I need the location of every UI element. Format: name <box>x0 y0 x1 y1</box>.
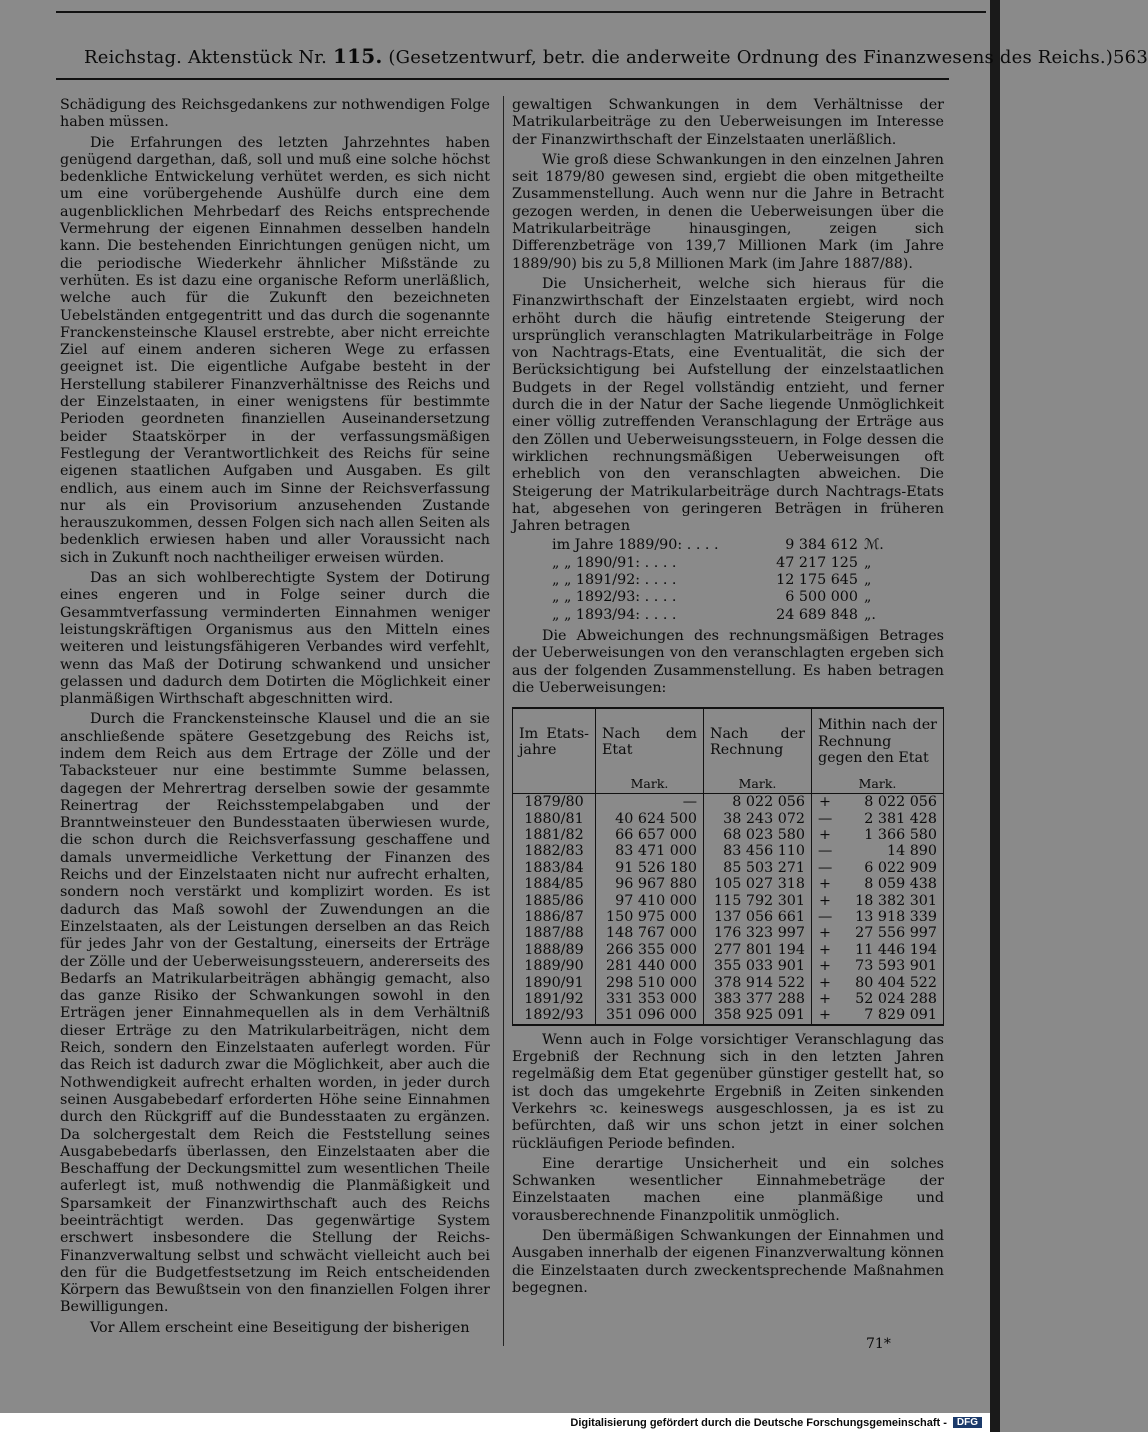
sign-mark: + <box>819 958 831 975</box>
paragraph: Durch die Franckensteinsche Klausel und die an sie anschließende spätere Gesetzgebung des Reichs ist, indem dem Reich aus dem Ertrage der Zölle und der Tabacksteuer nur eine bestimmte Summe belassen, dagegen der Mehrertrag derselben sowie der gesammte Reinertrag der Reichsstempelabgaben und der Branntweinsteuer den Bundesstaaten überwiesen wurde, die schon durch die Reichsverfassung geschaffene und damals unvermeidliche Verkettung der Finanzen des Reichs und der Einzelstaaten nicht nur aufrecht erhalten, sondern noch verstärkt und komplizirt worden. Es ist dadurch das Maß sowohl der Zuwendungen an die Einzelstaaten, als der Leistungen derselben an das Reich für jedes Jahr von der Gestaltung, einerseits der Erträge der Zölle und der Ueberweisungssteuern, andererseits des Bedarfs an Matrikularbeiträgen abhängig gemacht, also das ganze Risiko der Schwankungen sowohl in den Erträgen jener Einnahmequellen als in dem Verhältniß dieser Erträge zu den Matrikularbeiträgen, nicht dem Reich, sondern den Einzelstaaten auferlegt worden. Für das Reich ist dadurch zwar die Möglichkeit, aber auch die Nothwendigkeit aufrecht erhalten worden, in jeder durch seinen Ausgabebedarf erforderten Höhe seine Einnahmen durch den Rückgriff auf die Bundesstaaten zu ergänzen. Da solchergestalt dem Reich die Feststellung seines Ausgabebedarfs überlassen, den Einzelstaaten aber die Beschaffung der Deckungsmittel zum wesentlichen Theile auferlegt ist, muß nothwendig die Planmäßigkeit und Sparsamkeit der Finanzwirthschaft auch des Reichs beeinträchtigt werden. Das gegenwärtige System erschwert insbesondere die Stellung der Reichs-Finanzverwaltung selbst und schwächt vielleicht auch bei den für die Budgetfestsetzung im Reich entscheidenden Körpern das Bewußtsein von den finanziellen Folgen ihrer Bewilligungen. <box>60 711 490 1316</box>
unit-cell <box>513 775 596 794</box>
list-item <box>552 607 944 624</box>
rechnung-cell: 105 027 318 <box>704 876 812 892</box>
year-cell: 1890/91 <box>513 975 596 991</box>
difference-cell <box>812 794 944 811</box>
rechnung-cell: 137 056 661 <box>704 909 812 925</box>
table-row <box>513 843 944 859</box>
sign-mark: + <box>819 925 831 942</box>
etat-cell: — <box>596 794 704 811</box>
amount-label: „ „ 1890/91: . . . . <box>552 554 677 571</box>
rechnung-cell: 378 914 522 <box>704 975 812 991</box>
table-row <box>513 991 944 1007</box>
list-item <box>552 537 944 554</box>
digitization-footer <box>0 1413 990 1432</box>
difference-cell <box>812 958 944 974</box>
difference-value: 1 366 580 <box>864 826 937 843</box>
supplementary-budget-list <box>552 537 944 623</box>
difference-value: 80 404 522 <box>855 974 937 991</box>
table-row <box>513 827 944 843</box>
table-row <box>513 811 944 827</box>
rechnung-cell: 358 925 091 <box>704 1007 812 1024</box>
difference-cell <box>812 1007 944 1024</box>
list-item <box>552 572 944 589</box>
amount-value: 9 384 612 <box>785 537 858 554</box>
difference-value: 11 446 194 <box>855 941 937 958</box>
difference-value: 52 024 288 <box>855 990 937 1007</box>
year-cell: 1879/80 <box>513 794 596 811</box>
table-row <box>513 975 944 991</box>
paragraph: Die Erfahrungen des letzten Jahrzehntes haben genügend dargethan, daß, soll und muß eine solche höchst bedenkliche Entwickelung verhütet werden, es sich nicht um eine vorübergehende Aushülfe durch eine dem augenblicklichen Mehrbedarf des Reichs entsprechende Vermehrung der eigenen Einnahmen desselben handeln kann. Die bestehenden Einrichtungen genügen nicht, um die periodische Wiederkehr ähnlicher Mißstände zu verhüten. Es ist dazu eine organische Reform unerläßlich, welche auch für die Zukunft den bezeichneten Uebelständen entgegentritt und das durch die sogenannte Franckensteinsche Klausel erstrebte, aber nicht erreichte Ziel auf einem anderen sicheren Wege zu erfassen geeignet ist. Die eigentliche Aufgabe besteht in der Herstellung stabilerer Finanzverhältnisse des Reichs und der Einzelstaaten, in einer wenigstens für bestimmte Perioden geordneten finanziellen Auseinandersetzung beider Staatskörper in der verfassungsmäßigen Festlegung der Verantwortlichkeit des Reichs für seine eigenen staatlichen Aufgaben und Ausgaben. Es gilt endlich, aus einem auch im Sinne der Reichsverfassung nur als ein Provisorium anzusehenden Zustande herauszukommen, dessen Folgen sich nach allen Seiten als bedenklich erwiesen haben und aller Voraussicht nach sich in Zukunft noch nachtheiliger erweisen würden. <box>60 134 490 566</box>
right-column <box>512 97 944 1297</box>
difference-value: 8 022 056 <box>864 794 937 811</box>
table-row <box>513 925 944 941</box>
difference-value: 7 829 091 <box>864 1007 937 1024</box>
sign-mark: — <box>818 843 833 860</box>
sign-mark: — <box>818 859 833 876</box>
amount-value: 12 175 645 <box>776 572 858 589</box>
difference-value: 13 918 339 <box>855 908 937 925</box>
sign-mark: — <box>818 908 833 925</box>
etat-cell: 351 096 000 <box>596 1007 704 1024</box>
sign-mark: + <box>819 794 831 811</box>
rechnung-cell: 277 801 194 <box>704 942 812 958</box>
sign-mark: — <box>818 810 833 827</box>
footer-text: Digitalisierung gefördert durch die Deutsche Forschungsgemeinschaft - <box>570 1416 947 1429</box>
list-item <box>552 589 944 606</box>
difference-cell <box>812 811 944 827</box>
rechnung-cell: 8 022 056 <box>704 794 812 811</box>
table-row <box>513 794 944 811</box>
paragraph: Die Abweichungen des rechnungsmäßigen Betrages der Ueberweisungen von den veranschlagten ergeben sich aus der folgenden Zusammenstellung. Es haben betragen die Ueberweisungen: <box>512 627 944 696</box>
running-header <box>84 44 1148 68</box>
difference-cell <box>812 827 944 843</box>
column-divider <box>503 96 504 1346</box>
sign-mark: + <box>819 941 831 958</box>
difference-value: 73 593 901 <box>855 958 937 975</box>
list-item <box>552 555 944 572</box>
sign-mark: + <box>819 974 831 991</box>
difference-value: 27 556 997 <box>855 925 937 942</box>
sign-mark: + <box>819 990 831 1007</box>
signature-mark: 71* <box>866 1336 891 1352</box>
page-edge <box>990 0 1000 1432</box>
paragraph: Wenn auch in Folge vorsichtiger Veranschlagung das Ergebniß der Rechnung sich in den letzten Jahren regelmäßig dem Etat gegenüber günstiger gestellt hat, so ist doch das umgekehrte Ergebniß in Zeiten sinkenden Verkehrs ꝛc. keineswegs ausgeschlossen, ja es ist zu befürchten, daß wir uns schon jetzt in einer solchen rückläufigen Periode befinden. <box>512 1031 944 1152</box>
amount-label: „ „ 1892/93: . . . . <box>552 589 677 606</box>
etat-cell: 97 410 000 <box>596 893 704 909</box>
amount-unit: ℳ. <box>864 537 884 554</box>
sign-mark: + <box>819 826 831 843</box>
year-cell: 1883/84 <box>513 860 596 876</box>
header-rule <box>56 78 949 80</box>
etat-cell: 281 440 000 <box>596 958 704 974</box>
amount-unit: „ <box>864 589 872 606</box>
etat-cell: 83 471 000 <box>596 843 704 859</box>
difference-cell <box>812 942 944 958</box>
header-number: 115. <box>332 44 383 68</box>
rechnung-cell: 115 792 301 <box>704 893 812 909</box>
year-cell: 1888/89 <box>513 942 596 958</box>
header-subtitle: (Gesetzentwurf, betr. die anderweite Ordnung des Finanzwesens des Reichs.) <box>388 47 1114 68</box>
table-row <box>513 958 944 974</box>
sign-mark: + <box>819 876 831 893</box>
rechnung-cell: 176 323 997 <box>704 925 812 941</box>
paragraph: Wie groß diese Schwankungen in den einzelnen Jahren seit 1879/80 gewesen sind, ergiebt die oben mitgetheilte Zusammenstellung. Auch wenn nur die Jahre in Betracht gezogen werden, in denen die Ueberweisungen über die Matrikularbeiträge hinausgingen, zeigen sich Differenzbeträge von 139,7 Millionen Mark (im Jahre 1889/90) bis zu 5,8 Millionen Mark (im Jahre 1887/88). <box>512 151 944 272</box>
table-row <box>513 909 944 925</box>
header-left: Reichstag. Aktenstück Nr. <box>84 47 328 68</box>
table-row <box>513 860 944 876</box>
year-cell: 1889/90 <box>513 958 596 974</box>
year-cell: 1886/87 <box>513 909 596 925</box>
amount-label: „ „ 1891/92: . . . . <box>552 572 677 589</box>
year-cell: 1885/86 <box>513 893 596 909</box>
rechnung-cell: 383 377 288 <box>704 991 812 1007</box>
difference-cell <box>812 909 944 925</box>
paragraph: Die Unsicherheit, welche sich hieraus für die Finanzwirthschaft der Einzelstaaten ergiebt, wird noch erhöht durch die häufig eintretende Steigerung der ursprünglich veranschlagten Matrikularbeiträge in Folge von Nachtrags-Etats, eine Eventualität, die sich der Berücksichtigung bei Aufstellung der einzelstaatlichen Budgets in der Regel vollständig entzieht, und ferner durch die in der Natur der Sache liegende Unmöglichkeit einer völlig zutreffenden Veranschlagung der Erträge aus den Zöllen und Ueberweisungssteuern, in Folge dessen die wirklichen rechnungsmäßigen Ueberweisungen oft erheblich von den veranschlagten abweichen. Die Steigerung der Matrikularbeiträge durch Nachtrags-Etats hat, abgesehen von geringeren Beträgen in früheren Jahren betragen <box>512 275 944 535</box>
difference-cell <box>812 843 944 859</box>
rechnung-cell: 38 243 072 <box>704 811 812 827</box>
paragraph: Vor Allem erscheint eine Beseitigung der bisherigen <box>90 1319 470 1336</box>
etat-cell: 298 510 000 <box>596 975 704 991</box>
top-rule <box>56 11 986 13</box>
difference-value: 6 022 909 <box>864 859 937 876</box>
difference-value: 18 382 301 <box>855 892 937 909</box>
sign-mark: + <box>819 1007 831 1024</box>
table-header: Im Etats-jahre <box>513 708 596 775</box>
left-column <box>60 97 490 1337</box>
year-cell: 1884/85 <box>513 876 596 892</box>
difference-cell <box>812 925 944 941</box>
etat-cell: 148 767 000 <box>596 925 704 941</box>
year-cell: 1891/92 <box>513 991 596 1007</box>
year-cell: 1880/81 <box>513 811 596 827</box>
etat-cell: 40 624 500 <box>596 811 704 827</box>
rechnung-cell: 355 033 901 <box>704 958 812 974</box>
paragraph: gewaltigen Schwankungen in dem Verhältnisse der Matrikularbeiträge zu den Ueberweisungen im Interesse der Finanzwirthschaft der Einzelstaaten unerläßlich. <box>512 97 944 148</box>
year-cell: 1881/82 <box>513 827 596 843</box>
difference-value: 2 381 428 <box>864 810 937 827</box>
sign-mark: + <box>819 892 831 909</box>
paragraph: Das an sich wohlberechtigte System der Dotirung eines engeren und in Folge seiner durch die Gesammtverfassung verminderten Einnahmen weniger leistungskräftigen Organismus aus den Mitteln eines weiteren und leistungsfähigeren Verbandes wird verfehlt, wenn das Maß der Dotirung schwankend und unsicher gelassen und dadurch dem Dotirten die Möglichkeit einer planmäßigen Wirthschaft abgeschnitten wird. <box>60 570 490 708</box>
unit-cell: Mark. <box>596 775 704 794</box>
etat-cell: 266 355 000 <box>596 942 704 958</box>
year-cell: 1882/83 <box>513 843 596 859</box>
difference-cell <box>812 991 944 1007</box>
transfers-table <box>512 707 944 1026</box>
table-row <box>513 876 944 892</box>
amount-value: 6 500 000 <box>785 589 858 606</box>
page-number: 563 <box>1113 47 1148 68</box>
difference-value: 14 890 <box>886 843 937 860</box>
amount-unit: „. <box>864 606 876 623</box>
amount-value: 24 689 848 <box>776 606 858 623</box>
amount-label: im Jahre 1889/90: . . . . <box>552 537 719 554</box>
difference-cell <box>812 893 944 909</box>
unit-cell: Mark. <box>704 775 812 794</box>
amount-unit: „ <box>864 572 872 589</box>
table-header: Nach dem Etat <box>596 708 704 775</box>
paragraph: Eine derartige Unsicherheit und ein solches Schwanken wesentlicher Einnahmebeträge der Einzelstaaten machen eine planmäßige und vorausberechnende Finanzpolitik unmöglich. <box>512 1155 944 1224</box>
table-header: Mithin nach der Rechnung gegen den Etat <box>812 708 944 775</box>
difference-cell <box>812 860 944 876</box>
unit-cell: Mark. <box>812 775 944 794</box>
rechnung-cell: 68 023 580 <box>704 827 812 843</box>
difference-cell <box>812 975 944 991</box>
difference-value: 8 059 438 <box>864 876 937 893</box>
year-cell: 1887/88 <box>513 925 596 941</box>
etat-cell: 66 657 000 <box>596 827 704 843</box>
year-cell: 1892/93 <box>513 1007 596 1024</box>
etat-cell: 150 975 000 <box>596 909 704 925</box>
paragraph: Schädigung des Reichsgedankens zur nothwendigen Folge haben müssen. <box>60 97 490 131</box>
etat-cell: 96 967 880 <box>596 876 704 892</box>
amount-unit: „ <box>864 554 872 571</box>
rechnung-cell: 85 503 271 <box>704 860 812 876</box>
paragraph: Den übermäßigen Schwankungen der Einnahmen und Ausgaben innerhalb der eigenen Finanzverwaltung können die Einzelstaaten durch zweckentsprechende Maßnahmen begegnen. <box>512 1228 944 1296</box>
table-header: Nach der Rechnung <box>704 708 812 775</box>
header-title <box>84 44 1113 68</box>
table-row <box>513 1007 944 1024</box>
dfg-logo: DFG <box>953 1417 982 1428</box>
etat-cell: 331 353 000 <box>596 991 704 1007</box>
table-row <box>513 893 944 909</box>
rechnung-cell: 83 456 110 <box>704 843 812 859</box>
table-body <box>513 794 944 1025</box>
etat-cell: 91 526 180 <box>596 860 704 876</box>
amount-label: „ „ 1893/94: . . . . <box>552 606 677 623</box>
table-row <box>513 942 944 958</box>
difference-cell <box>812 876 944 892</box>
amount-value: 47 217 125 <box>776 554 858 571</box>
